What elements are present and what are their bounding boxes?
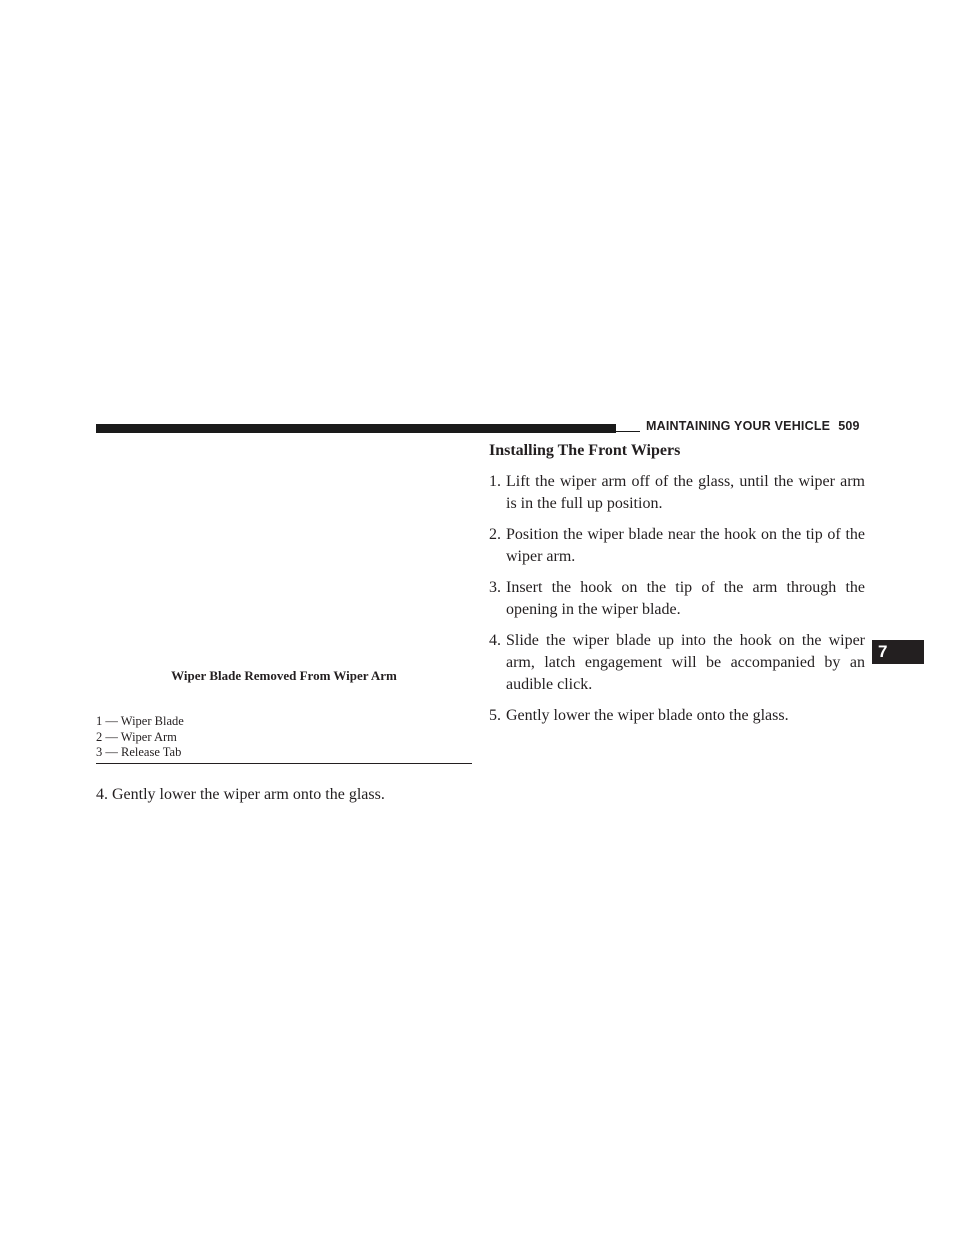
removal-step-4	[96, 784, 472, 806]
installing-section	[489, 440, 865, 736]
step-number: 2.	[489, 526, 501, 543]
legend-item: 2 — Wiper Arm	[96, 729, 177, 744]
install-step-1	[489, 471, 865, 515]
legend-divider	[96, 763, 472, 764]
figure-illustration	[96, 440, 472, 660]
step-number: 1.	[489, 473, 501, 490]
step-number: 5.	[489, 707, 501, 724]
header-bar	[96, 424, 616, 433]
chapter-tab: 7	[872, 640, 924, 664]
section-heading: Installing The Front Wipers	[489, 442, 681, 459]
install-step-2	[489, 524, 865, 568]
install-step-3	[489, 577, 865, 621]
step-number: 4.	[489, 632, 501, 649]
step-number: 4.	[96, 786, 108, 803]
step-text: Slide the wiper blade up into the hook on the wiper arm, latch engagement will be accompanied by an audible click.	[506, 632, 865, 693]
step-text: Insert the hook on the tip of the arm through the opening in the wiper blade.	[506, 579, 865, 618]
install-step-5	[489, 705, 865, 727]
install-step-4	[489, 630, 865, 696]
section-title: MAINTAINING YOUR VEHICLE	[646, 419, 831, 433]
legend-item: 3 — Release Tab	[96, 745, 182, 759]
step-number: 3.	[489, 579, 501, 596]
install-steps-list	[489, 471, 865, 727]
step-text: Lift the wiper arm off of the glass, until the wiper arm is in the full up position.	[506, 473, 865, 512]
page-number: 509	[838, 419, 860, 433]
running-header	[640, 419, 866, 433]
step-text: Gently lower the wiper arm onto the glass.	[112, 786, 385, 803]
figure-legend	[96, 714, 472, 761]
figure-caption: Wiper Blade Removed From Wiper Arm	[171, 668, 397, 683]
legend-item: 1 — Wiper Blade	[96, 714, 184, 728]
step-text: Position the wiper blade near the hook on the tip of the wiper arm.	[506, 526, 865, 565]
step-text: Gently lower the wiper blade onto the glass.	[506, 707, 789, 724]
